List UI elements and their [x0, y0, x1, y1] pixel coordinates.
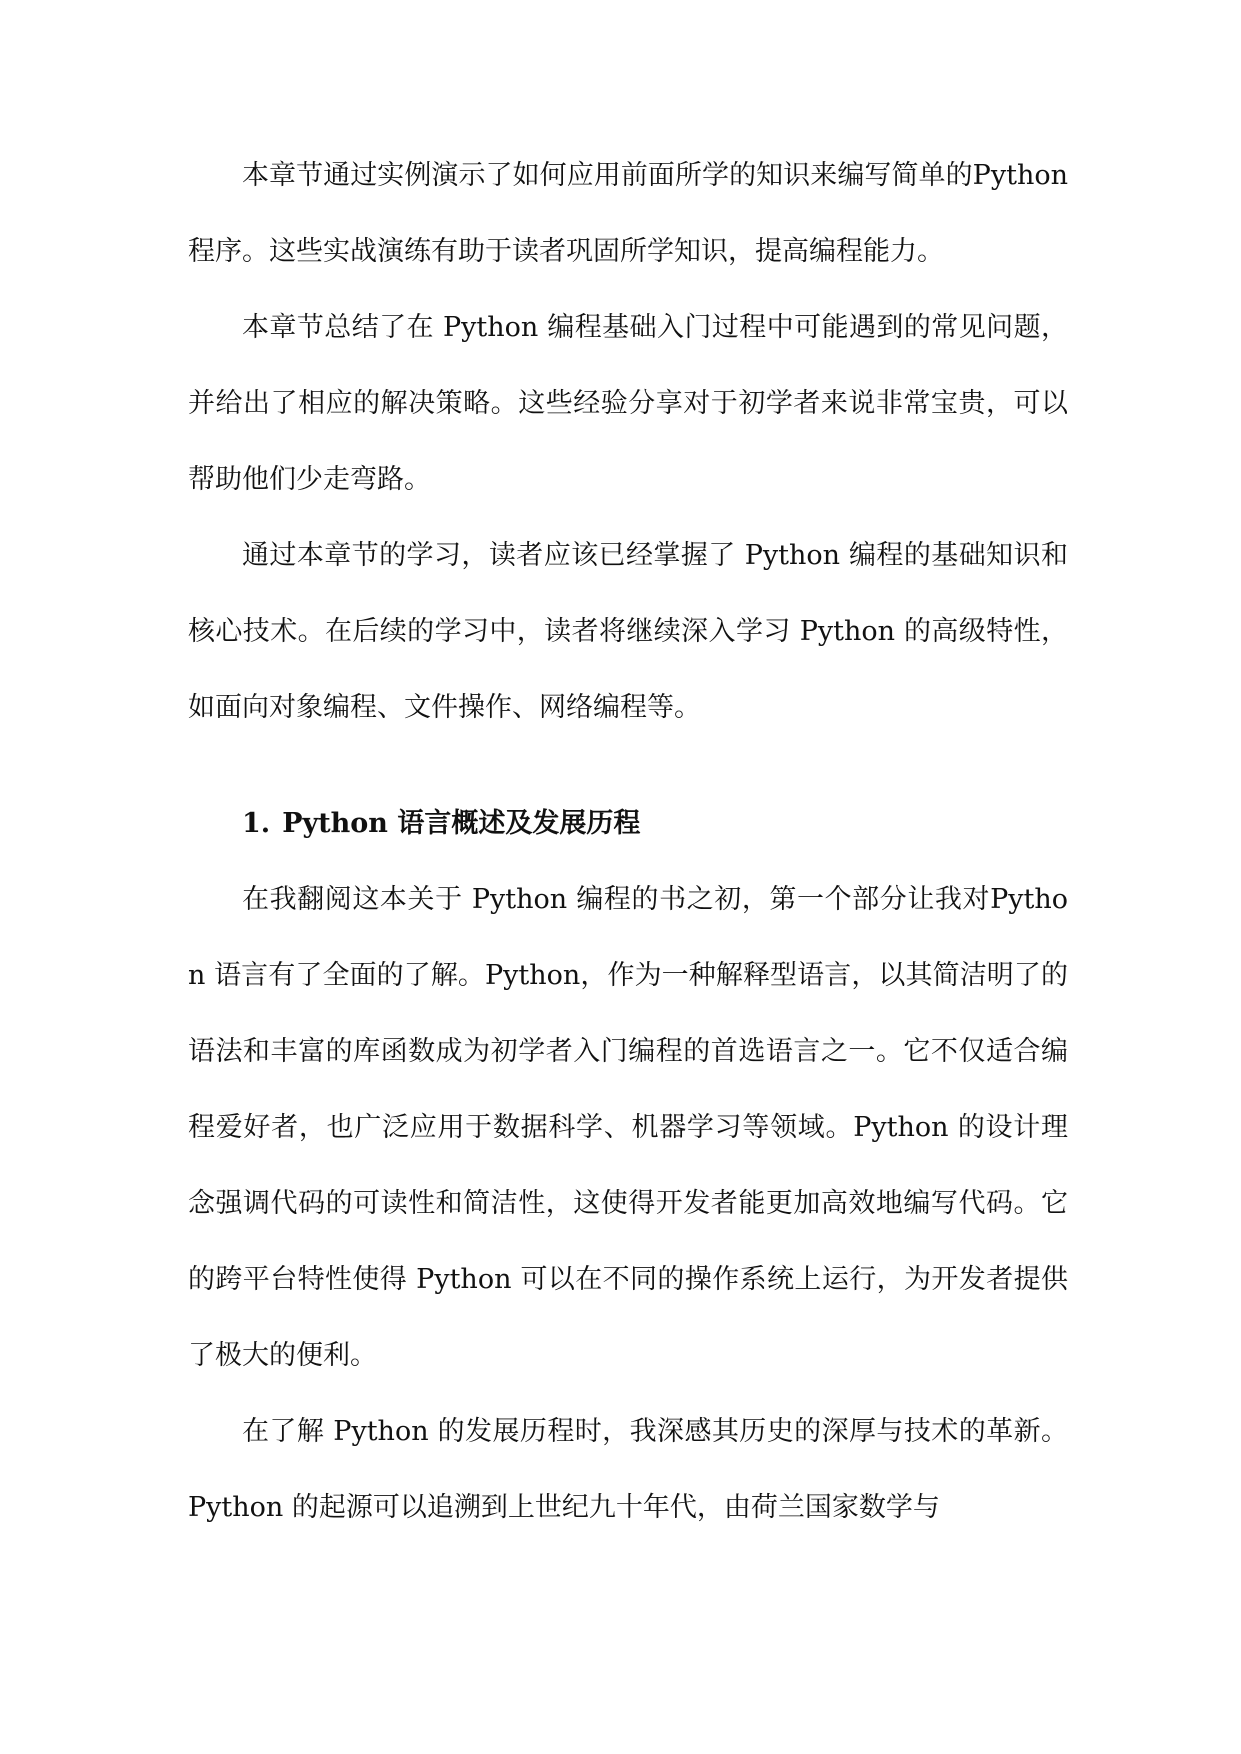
- section-paragraph-1: 在我翻阅这本关于 Python 编程的书之初，第一个部分让我对Python 语言有了全面的了解。Python，作为一种解释型语言，以其简洁明了的语法和丰富的库函数成为初学者入门编程的首选语言之一。它不仅适合编程爱好者，也广泛应用于数据科学、机器学习等领域。Python 的设计理念强调代码的可读性和简洁性，这使得开发者能更加高效地编写代码。它的跨平台特性使得 Python 可以在不同的操作系统上运行，为开发者提供了极大的便利。: [188, 884, 1068, 1371]
- section-paragraph-2: 在了解 Python 的发展历程时，我深感其历史的深厚与技术的革新。Python 的起源可以追溯到上世纪九十年代，由荷兰国家数学与: [188, 1416, 1068, 1523]
- intro-paragraph-2: 本章节总结了在 Python 编程基础入门过程中可能遇到的常见问题，并给出了相应的解决策略。这些经验分享对于初学者来说非常宝贵，可以帮助他们少走弯路。: [188, 312, 1068, 495]
- document-body: [188, 138, 1068, 1546]
- intro-paragraph-1: 本章节通过实例演示了如何应用前面所学的知识来编写简单的Python 程序。这些实战演练有助于读者巩固所学知识，提高编程能力。: [188, 160, 1068, 267]
- section-title: Python 语言概述及发展历程: [282, 808, 641, 839]
- section-heading: [188, 786, 1068, 862]
- intro-paragraph-3: 通过本章节的学习，读者应该已经掌握了 Python 编程的基础知识和核心技术。在后续的学习中，读者将继续深入学习 Python 的高级特性，如面向对象编程、文件操作、网络编程等。: [188, 540, 1068, 723]
- section-number: 1.: [242, 808, 271, 839]
